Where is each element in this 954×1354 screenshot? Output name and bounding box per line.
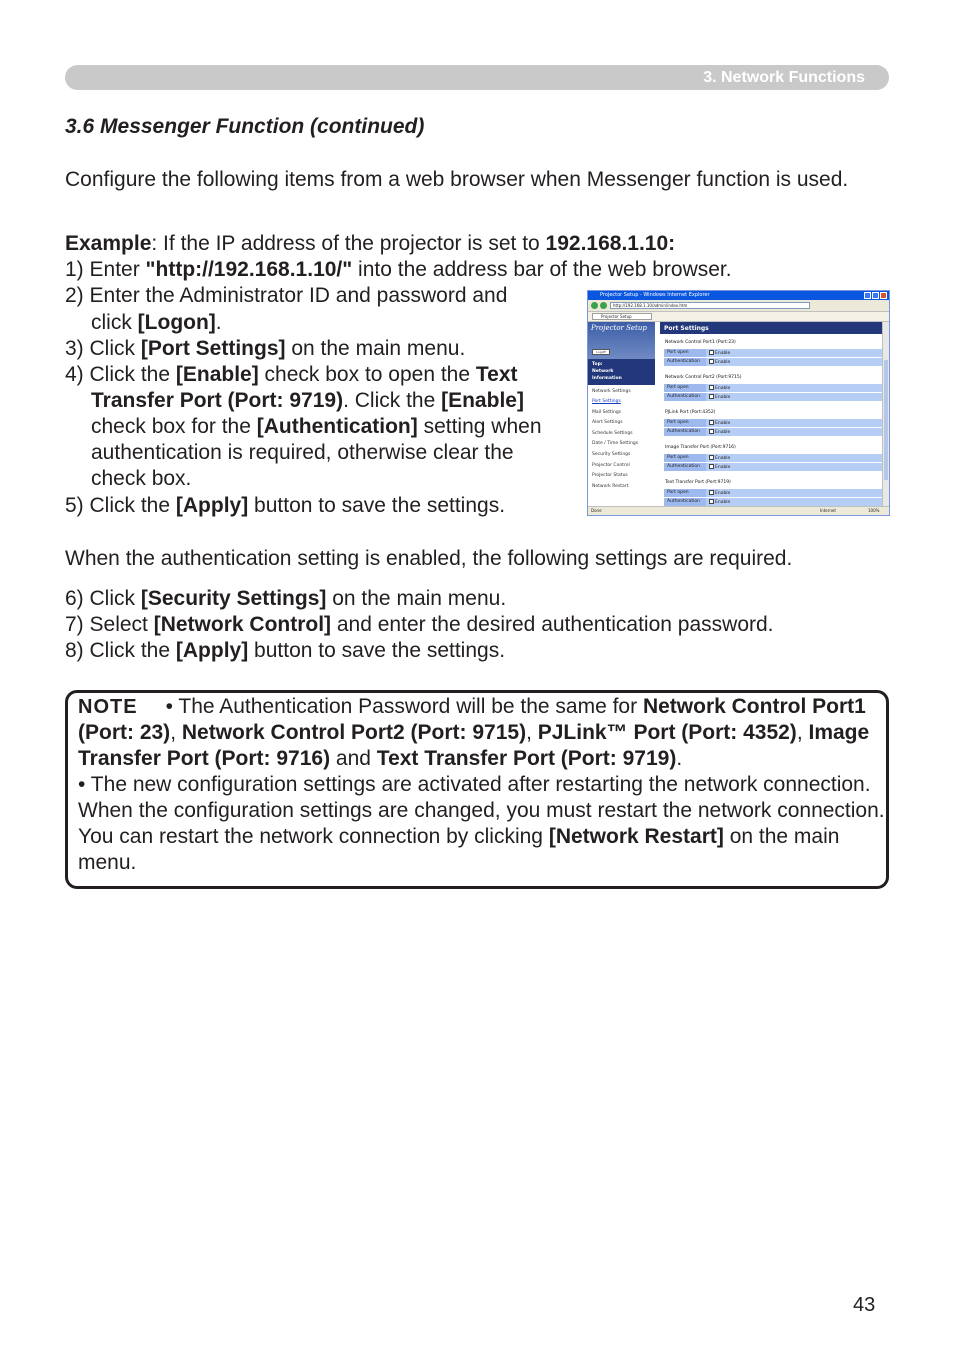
browser-title: Projector Setup - Windows Internet Explorer (600, 292, 710, 298)
browser-tab: Projector Setup (592, 313, 652, 320)
port-settings-title: Port Settings (664, 325, 709, 332)
scrollbar (882, 322, 889, 507)
forward-icon (600, 302, 607, 309)
checkbox-icon (709, 359, 714, 364)
step-3 (65, 336, 465, 362)
step-5 (65, 493, 505, 519)
port-5-open-value: Enable (715, 491, 731, 496)
checkbox-icon (709, 499, 714, 504)
step-4-line3 (91, 414, 542, 440)
checkbox-icon (709, 394, 714, 399)
step-1-text-end: into the address bar of the web browser. (352, 258, 732, 281)
note-p1-period: . (676, 747, 683, 770)
step-2-text: click (91, 311, 138, 334)
step-4-text-j: setting when (417, 415, 542, 438)
port-3-auth-label: Authentication (667, 429, 701, 434)
port-4-auth-value: Enable (715, 465, 731, 470)
back-icon (591, 302, 598, 309)
note-p2-text-c: on the main menu. (78, 825, 840, 874)
checkbox-icon (709, 464, 714, 469)
setup-sidebar (588, 322, 655, 507)
menu-projector-status: Projector Status (592, 473, 628, 478)
minimize-icon (864, 292, 871, 299)
step-4-line4: authentication is required, otherwise clear the (91, 441, 514, 464)
menu-network-restart: Network Restart (592, 484, 629, 489)
note-network-restart: [Network Restart] (548, 825, 724, 848)
browser-titlebar (588, 291, 889, 300)
example-text: : If the IP address of the projector is set to (151, 232, 546, 255)
step-5-text-end: button to save the settings. (248, 494, 506, 517)
step-4-text-c: check box to open the (258, 363, 476, 386)
port-5-open-label: Port open (667, 490, 689, 495)
step-8-apply: [Apply] (175, 639, 249, 662)
logoff-button: Logoff (592, 349, 610, 355)
step-6-security-settings: [Security Settings] (140, 587, 327, 610)
port-3-open-row (664, 419, 883, 427)
step-6 (65, 586, 506, 612)
address-bar: http://192.168.1.10/admin/index.htm (610, 302, 810, 309)
menu-port-settings: Port Settings (592, 399, 621, 404)
note-image-transfer-port: Image Transfer Port (Port: 9716) (78, 721, 870, 770)
section-header-bar (65, 65, 889, 90)
port-1-auth-label: Authentication (667, 359, 701, 364)
browser-tabbar (588, 312, 889, 322)
checkbox-icon (709, 490, 714, 495)
step-3-text: 3) Click (65, 337, 141, 360)
note-port2: Network Control Port2 (Port: 9715) (181, 721, 527, 744)
note-p2-text-a: • The new configuration settings are activated after restarting the network connection. When the configuration settings are changed, you must restart the network connection. You can restart the network connection by clicking (78, 773, 885, 848)
note-port1: Network Control Port1 (Port: 23) (78, 695, 866, 744)
browser-statusbar (588, 506, 889, 515)
intro-paragraph: Configure the following items from a web browser when Messenger function is used. (65, 168, 849, 191)
menu-alert-settings: Alert Settings (592, 420, 623, 425)
port-1-open-row (664, 349, 883, 357)
port-settings-screenshot (587, 290, 890, 516)
port-2-open-value: Enable (715, 386, 731, 391)
example-line (65, 231, 895, 257)
step-5-text: 5) Click the (65, 494, 176, 517)
port-2-auth-label: Authentication (667, 394, 701, 399)
note-text-transfer-port: Text Transfer Port (Port: 9719) (376, 747, 677, 770)
step-7-text-end: and enter the desired authentication password. (331, 613, 774, 636)
step-4-text-f: . Click the (343, 389, 442, 412)
note-p1-and: and (330, 747, 377, 770)
menu-network-settings: Network Settings (592, 389, 631, 394)
port-settings-header (660, 322, 885, 334)
menu-date-time-settings: Date / Time Settings (592, 441, 639, 446)
step-4-line5: check box. (91, 467, 192, 490)
port-4-open-row (664, 454, 883, 462)
step-6-text-end: on the main menu. (326, 587, 507, 610)
step-7-text: 7) Select (65, 613, 154, 636)
step-1-url: "http://192.168.1.10/" (145, 258, 353, 281)
step-4-line2 (91, 388, 524, 414)
step-7 (65, 612, 774, 638)
status-done: Done (591, 508, 602, 513)
port-3-auth-row (664, 428, 883, 436)
step-1-text: 1) Enter (65, 258, 146, 281)
step-2-logon: [Logon] (137, 311, 216, 334)
port-3-auth-value: Enable (715, 430, 731, 435)
port-5-open-row (664, 489, 883, 497)
status-zoom: 100% (868, 508, 880, 513)
section-header-text: 3. Network Functions (703, 69, 865, 86)
port-1-open-label: Port open (667, 350, 689, 355)
port-1-auth-value: Enable (715, 360, 731, 365)
note-paragraph-1 (78, 694, 886, 772)
port-5-title: Text Transfer Port (Port:9719) (665, 480, 731, 485)
note-paragraph-2 (78, 772, 886, 876)
port-5-auth-label: Authentication (667, 499, 701, 504)
checkbox-icon (709, 350, 714, 355)
port-4-title: Image Transfer Port (Port:9716) (665, 445, 736, 450)
sidebar-top-section (588, 359, 655, 385)
port-2-auth-value: Enable (715, 395, 731, 400)
sidebar-information-label: Information (592, 376, 622, 381)
port-2-auth-row (664, 393, 883, 401)
note-content (78, 694, 886, 876)
example-ip: 192.168.1.10: (545, 232, 676, 255)
step-1 (65, 257, 732, 283)
checkbox-icon (709, 429, 714, 434)
step-4-transfer-port: Transfer Port (Port: 9719) (91, 389, 344, 412)
step-4-authentication: [Authentication] (256, 415, 418, 438)
step-2-period: . (215, 311, 222, 334)
note-pjlink-port: PJLink™ Port (Port: 4352) (537, 721, 797, 744)
step-5-apply: [Apply] (175, 494, 249, 517)
step-8-text: 8) Click the (65, 639, 176, 662)
port-4-auth-label: Authentication (667, 464, 701, 469)
port-2-open-label: Port open (667, 385, 689, 390)
step-4-enable: [Enable] (175, 363, 259, 386)
step-3-port-settings: [Port Settings] (140, 337, 286, 360)
step-8-text-end: button to save the settings. (248, 639, 506, 662)
example-label: Example (65, 232, 152, 255)
step-6-text: 6) Click (65, 587, 141, 610)
close-icon (880, 292, 887, 299)
maximize-icon (872, 292, 879, 299)
port-5-auth-row (664, 498, 883, 506)
menu-projector-control: Projector Control (592, 463, 630, 468)
port-1-open-value: Enable (715, 351, 731, 356)
port-5-auth-value: Enable (715, 500, 731, 505)
note-p1-text-a: • The Authentication Password will be the same for (165, 695, 643, 718)
step-4-text-h: check box for the (91, 415, 257, 438)
page-number: 43 (853, 1294, 876, 1316)
step-3-text-end: on the main menu. (285, 337, 466, 360)
step-7-network-control: [Network Control] (153, 613, 332, 636)
port-2-open-row (664, 384, 883, 392)
port-2-title: Network Control Port2 (Port:9715) (665, 375, 742, 380)
port-4-open-label: Port open (667, 455, 689, 460)
checkbox-icon (709, 455, 714, 460)
port-3-open-label: Port open (667, 420, 689, 425)
checkbox-icon (709, 420, 714, 425)
menu-mail-settings: Mail Settings (592, 410, 622, 415)
auth-required-line: When the authentication setting is enabled, the following settings are required. (65, 547, 793, 570)
port-4-auth-row (664, 463, 883, 471)
step-4-enable-2: [Enable] (441, 389, 524, 412)
setup-logo: Projector Setup (591, 324, 647, 332)
status-zone: Internet (820, 508, 836, 513)
port-1-auth-row (664, 358, 883, 366)
step-2-line1: 2) Enter the Administrator ID and password and (65, 284, 508, 307)
port-1-title: Network Control Port1 (Port:23) (665, 340, 736, 345)
port-4-open-value: Enable (715, 456, 731, 461)
step-4-text-a: 4) Click the (65, 363, 176, 386)
step-4-line1 (65, 362, 518, 388)
note-p1-sep-2: , (526, 721, 538, 744)
port-3-title: PJLink Port (Port:4352) (665, 410, 716, 415)
checkbox-icon (709, 385, 714, 390)
menu-schedule-settings: Schedule Settings (592, 431, 633, 436)
sidebar-network-label: Network (592, 369, 614, 374)
step-4-text-port: Text (475, 363, 518, 386)
scrollbar-thumb (884, 360, 888, 480)
step-8 (65, 638, 505, 664)
section-title: 3.6 Messenger Function (continued) (65, 115, 425, 138)
menu-security-settings: Security Settings (592, 452, 631, 457)
note-p1-sep-3: , (796, 721, 809, 744)
port-3-open-value: Enable (715, 421, 731, 426)
note-label: NOTE (78, 696, 138, 718)
browser-content (588, 322, 883, 507)
note-p1-sep-1: , (170, 721, 182, 744)
sidebar-top-label: Top: (592, 362, 603, 367)
step-2-line2 (91, 310, 222, 336)
